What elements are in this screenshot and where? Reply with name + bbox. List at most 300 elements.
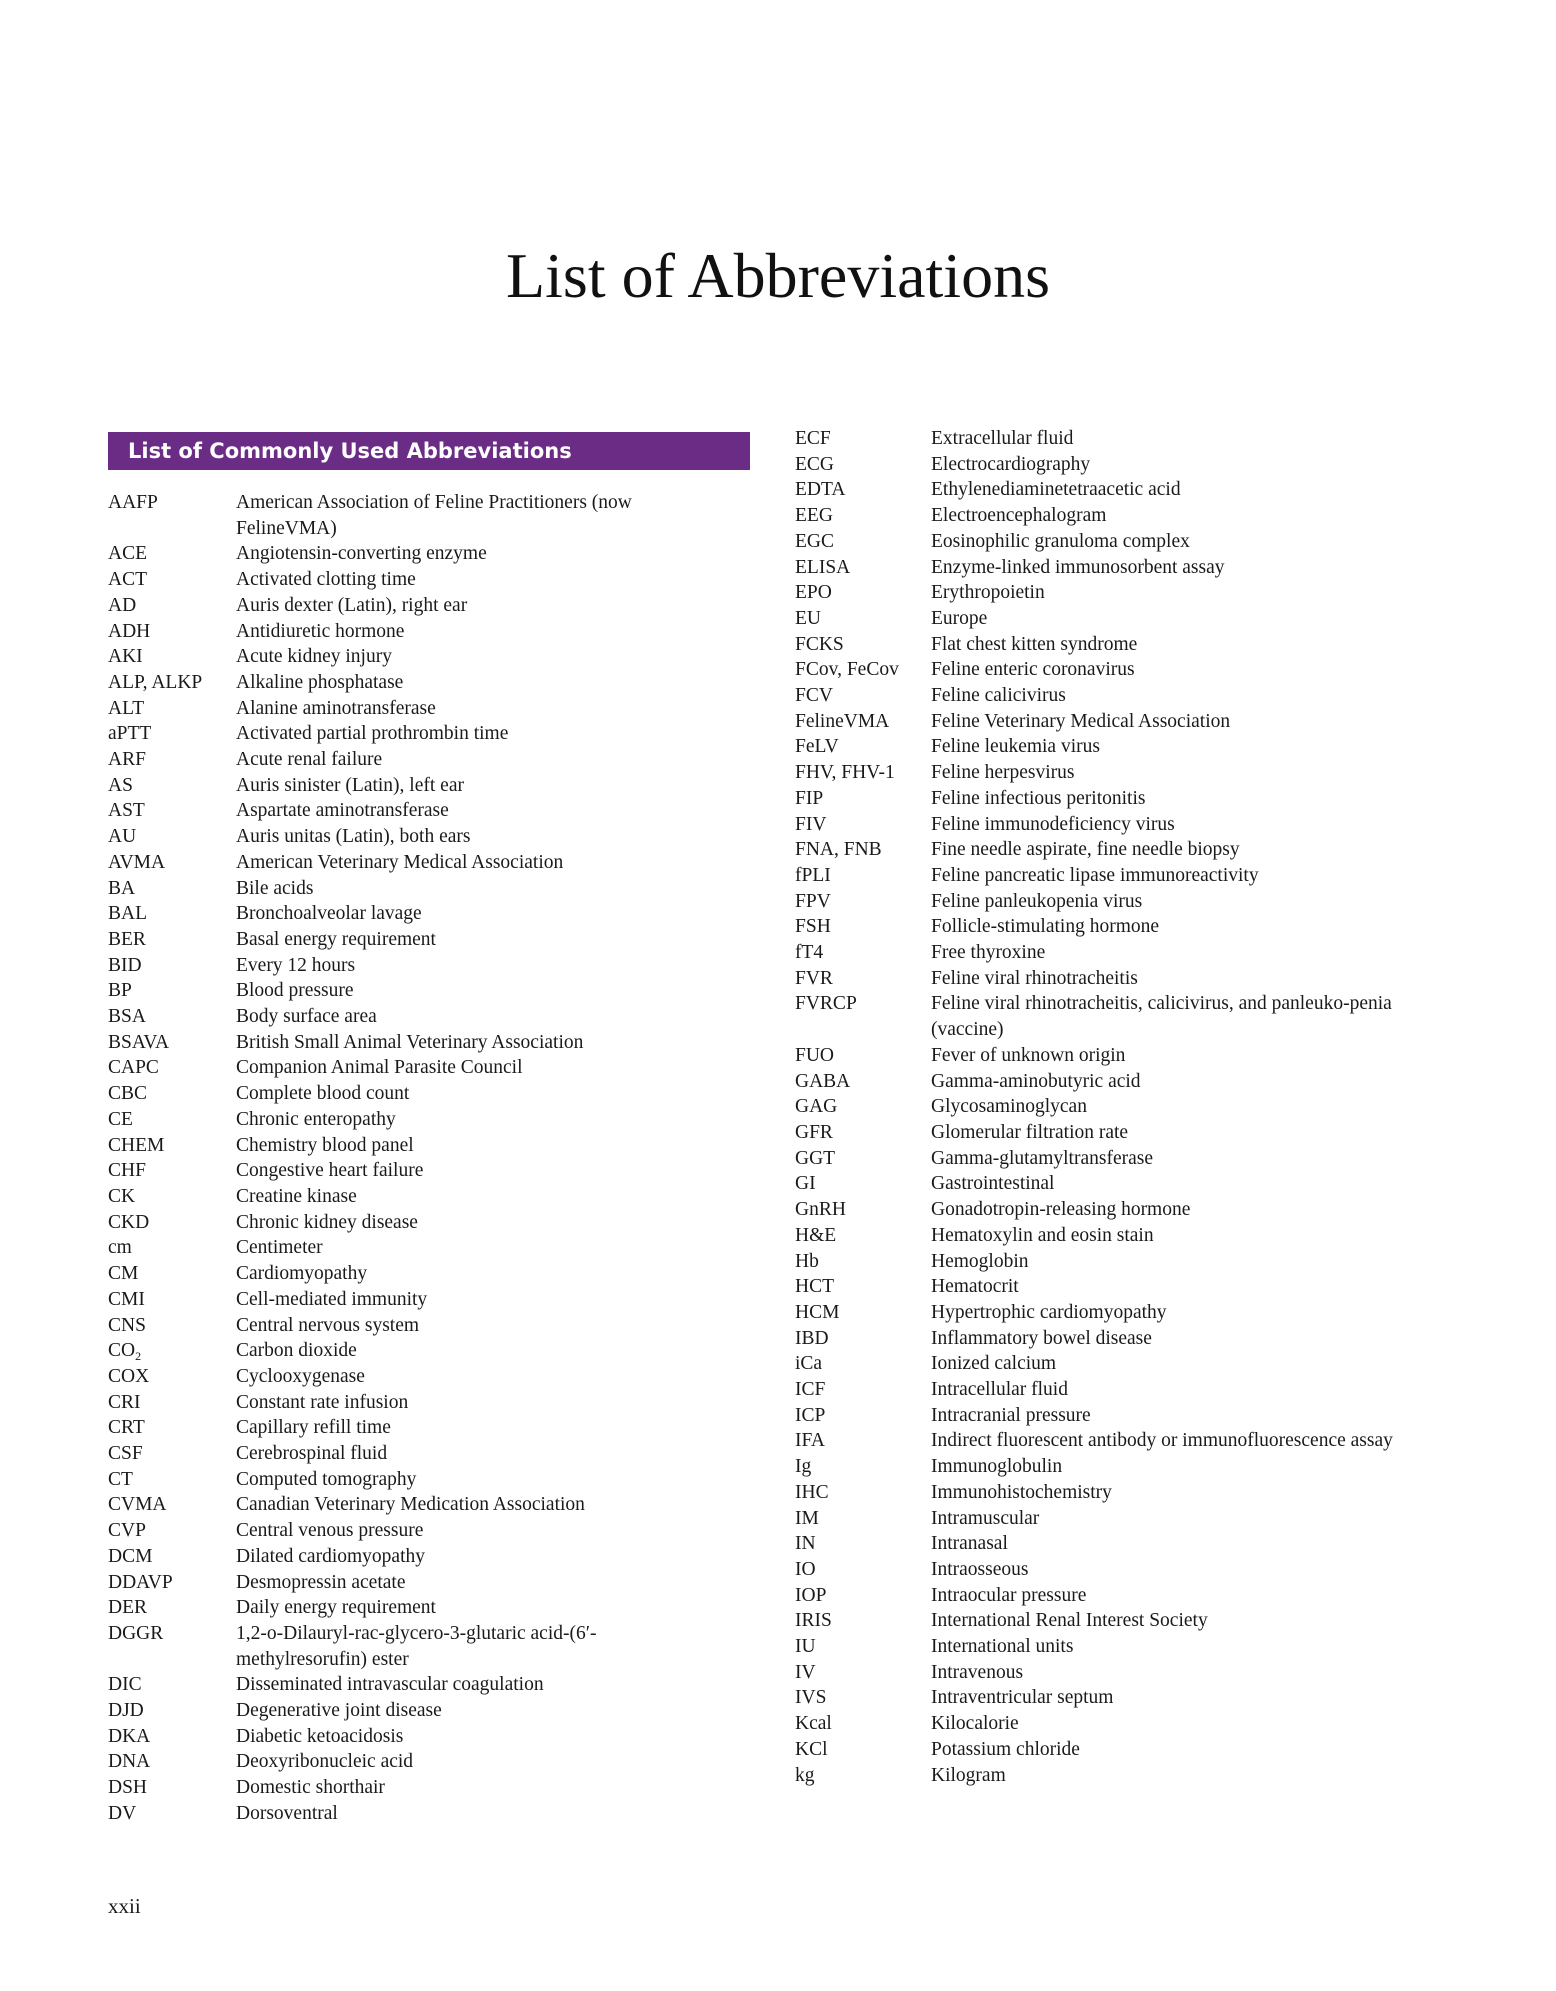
- abbreviation-term: DJD: [108, 1700, 144, 1722]
- abbreviation-entry: [108, 850, 768, 876]
- abbreviation-definition: Erythropoietin: [931, 582, 1045, 604]
- abbreviation-entry: [108, 1441, 768, 1467]
- abbreviation-definition: Activated partial prothrombin time: [236, 723, 509, 745]
- abbreviation-term: BSA: [108, 1006, 146, 1028]
- abbreviation-entry: [108, 1492, 768, 1518]
- abbreviation-entry: [108, 747, 768, 773]
- abbreviation-term: DSH: [108, 1777, 148, 1799]
- abbreviation-term: aPTT: [108, 723, 152, 745]
- abbreviation-entry: [795, 1660, 1455, 1686]
- abbreviation-entry: [795, 477, 1455, 503]
- abbreviation-entry: [108, 1570, 768, 1596]
- abbreviation-term: Ig: [795, 1456, 812, 1478]
- abbreviation-entry: [108, 901, 768, 927]
- abbreviation-entry: [108, 1390, 768, 1416]
- abbreviation-term: ARF: [108, 749, 146, 771]
- abbreviation-entry: [108, 1107, 768, 1133]
- abbreviation-entry: [795, 1685, 1455, 1711]
- abbreviation-entry: [795, 1737, 1455, 1763]
- abbreviation-definition: Intramuscular: [931, 1507, 1040, 1529]
- abbreviation-definition: Kilogram: [931, 1764, 1006, 1786]
- abbreviation-definition: Ionized calcium: [931, 1353, 1057, 1375]
- abbreviation-entry: [108, 1415, 768, 1441]
- abbreviation-definition: Fine needle aspirate, fine needle biopsy: [931, 839, 1240, 861]
- abbreviation-definition: Glomerular filtration rate: [931, 1121, 1129, 1143]
- abbreviation-entry: [795, 734, 1455, 760]
- abbreviation-definition: 1,2-o-Dilauryl-rac-glycero-3-glutaric acid-(6′-methylresorufin) ester: [236, 1622, 597, 1670]
- abbreviation-term: BID: [108, 954, 142, 976]
- abbreviation-definition: Hypertrophic cardiomyopathy: [931, 1301, 1167, 1323]
- abbreviation-definition: Carbon dioxide: [236, 1340, 357, 1362]
- abbreviation-term: IVS: [795, 1687, 827, 1709]
- abbreviation-term: GGT: [795, 1147, 836, 1169]
- abbreviation-definition: Cell-mediated immunity: [236, 1288, 428, 1310]
- abbreviation-definition: Feline calicivirus: [931, 685, 1066, 707]
- abbreviation-entry: [108, 1672, 768, 1698]
- abbreviation-term: IN: [795, 1533, 816, 1555]
- abbreviation-entry: [108, 593, 768, 619]
- abbreviation-definition: Diabetic ketoacidosis: [236, 1725, 404, 1747]
- abbreviation-definition: Feline infectious peritonitis: [931, 787, 1146, 809]
- abbreviation-entry: [108, 567, 768, 593]
- abbreviation-entry: [795, 632, 1455, 658]
- abbreviation-term: ALP, ALKP: [108, 671, 203, 693]
- abbreviation-definition: Intravenous: [931, 1661, 1024, 1683]
- abbreviation-entry: [795, 580, 1455, 606]
- abbreviation-term: ALT: [108, 697, 145, 719]
- abbreviation-entry: [795, 1428, 1455, 1454]
- abbreviation-term: EDTA: [795, 479, 846, 501]
- abbreviation-entry: [795, 786, 1455, 812]
- abbreviation-term: FIP: [795, 787, 824, 809]
- abbreviation-term: IU: [795, 1636, 816, 1658]
- abbreviation-entry: [108, 1724, 768, 1750]
- abbreviation-definition: Intracranial pressure: [931, 1404, 1091, 1426]
- abbreviation-entry: [795, 1069, 1455, 1095]
- abbreviation-entry: [108, 1364, 768, 1390]
- abbreviation-entry: [795, 1351, 1455, 1377]
- abbreviation-definition: Congestive heart failure: [236, 1160, 424, 1182]
- abbreviation-definition: Deoxyribonucleic acid: [236, 1751, 414, 1773]
- abbreviation-entry: [108, 1235, 768, 1261]
- abbreviation-definition: Intraventricular septum: [931, 1687, 1114, 1709]
- abbreviation-term: CAPC: [108, 1057, 159, 1079]
- abbreviation-entry: [108, 1081, 768, 1107]
- page-number: xxii: [108, 1894, 141, 1918]
- abbreviation-list-right: [795, 426, 1455, 1788]
- abbreviation-definition: Fever of unknown origin: [931, 1044, 1126, 1066]
- abbreviation-term: BA: [108, 877, 136, 899]
- abbreviation-term: IO: [795, 1558, 816, 1580]
- abbreviation-definition: Chronic kidney disease: [236, 1211, 418, 1233]
- abbreviation-definition: Dilated cardiomyopathy: [236, 1545, 425, 1567]
- abbreviation-term: HCT: [795, 1276, 834, 1298]
- abbreviation-term: IM: [795, 1507, 819, 1529]
- abbreviation-entry: [795, 1763, 1455, 1789]
- abbreviation-definition: Chronic enteropathy: [236, 1108, 396, 1130]
- abbreviation-term: DKA: [108, 1725, 151, 1747]
- abbreviation-term: GI: [795, 1173, 816, 1195]
- abbreviation-definition: Alanine aminotransferase: [236, 697, 436, 719]
- abbreviation-entry: [795, 1506, 1455, 1532]
- abbreviation-entry: [795, 812, 1455, 838]
- abbreviation-term: cm: [108, 1237, 132, 1259]
- abbreviation-definition: Enzyme-linked immunosorbent assay: [931, 556, 1225, 578]
- abbreviation-entry: [108, 1595, 768, 1621]
- abbreviation-term: AS: [108, 774, 133, 796]
- abbreviation-definition: Bronchoalveolar lavage: [236, 903, 422, 925]
- abbreviation-entry: [108, 1775, 768, 1801]
- abbreviation-entry: [795, 1274, 1455, 1300]
- abbreviation-definition: International units: [931, 1636, 1074, 1658]
- abbreviation-term: CRT: [108, 1417, 145, 1439]
- abbreviation-term: FCV: [795, 685, 833, 707]
- abbreviation-definition: Flat chest kitten syndrome: [931, 633, 1138, 655]
- abbreviation-definition: Feline immunodeficiency virus: [931, 813, 1175, 835]
- abbreviation-definition: Indirect fluorescent antibody or immunofluorescence assay: [931, 1430, 1393, 1452]
- abbreviation-entry: [108, 1544, 768, 1570]
- abbreviation-term: fPLI: [795, 864, 831, 886]
- abbreviation-entry: [108, 978, 768, 1004]
- abbreviation-entry: [795, 1326, 1455, 1352]
- abbreviation-definition: Hematocrit: [931, 1276, 1019, 1298]
- abbreviation-term: AD: [108, 594, 137, 616]
- abbreviation-definition: Activated clotting time: [236, 569, 416, 591]
- abbreviation-definition: Auris dexter (Latin), right ear: [236, 594, 468, 616]
- abbreviation-entry: [795, 1377, 1455, 1403]
- abbreviation-entry: [108, 1338, 768, 1364]
- abbreviation-term: DER: [108, 1597, 147, 1619]
- abbreviation-subscript: 2: [135, 1349, 142, 1364]
- abbreviation-term: DV: [108, 1802, 137, 1824]
- abbreviation-entry: [795, 1583, 1455, 1609]
- abbreviation-definition: Intraosseous: [931, 1558, 1029, 1580]
- abbreviation-term: CK: [108, 1185, 136, 1207]
- abbreviation-definition: Follicle-stimulating hormone: [931, 916, 1160, 938]
- abbreviation-entry: [795, 1300, 1455, 1326]
- abbreviation-term: ELISA: [795, 556, 851, 578]
- abbreviation-entry: [795, 914, 1455, 940]
- abbreviation-entry: [795, 1249, 1455, 1275]
- abbreviation-definition: Extracellular fluid: [931, 428, 1074, 449]
- abbreviation-term: FUO: [795, 1044, 835, 1066]
- abbreviation-definition: Inflammatory bowel disease: [931, 1327, 1152, 1349]
- abbreviation-entry: [795, 1171, 1455, 1197]
- abbreviation-definition: Canadian Veterinary Medication Association: [236, 1494, 585, 1516]
- abbreviation-definition: Acute renal failure: [236, 749, 383, 771]
- abbreviation-term: CHEM: [108, 1134, 165, 1156]
- abbreviation-term: FSH: [795, 916, 831, 938]
- abbreviation-entry: [795, 709, 1455, 735]
- abbreviation-entry: [108, 1287, 768, 1313]
- abbreviation-entry: [108, 1030, 768, 1056]
- abbreviation-definition: Gastrointestinal: [931, 1173, 1055, 1195]
- abbreviation-definition: Intraocular pressure: [931, 1584, 1087, 1606]
- abbreviation-term: CVP: [108, 1520, 146, 1542]
- abbreviation-entry: [795, 1197, 1455, 1223]
- abbreviation-entry: [795, 452, 1455, 478]
- abbreviation-definition: Auris unitas (Latin), both ears: [236, 826, 471, 848]
- abbreviation-definition: Domestic shorthair: [236, 1777, 385, 1799]
- abbreviation-term: AAFP: [108, 492, 158, 513]
- abbreviation-term: CNS: [108, 1314, 146, 1336]
- abbreviation-entry: [795, 889, 1455, 915]
- abbreviation-entry: [795, 991, 1455, 1042]
- abbreviation-definition: Cerebrospinal fluid: [236, 1443, 388, 1465]
- abbreviation-term: FIV: [795, 813, 827, 835]
- abbreviation-term: CE: [108, 1108, 133, 1130]
- abbreviation-definition: Hematoxylin and eosin stain: [931, 1224, 1154, 1246]
- abbreviation-list-left: [108, 490, 768, 1827]
- abbreviation-entry: [795, 1120, 1455, 1146]
- abbreviation-entry: [108, 1055, 768, 1081]
- abbreviation-definition: Bile acids: [236, 877, 314, 899]
- abbreviation-definition: Hemoglobin: [931, 1250, 1029, 1272]
- abbreviation-definition: Capillary refill time: [236, 1417, 391, 1439]
- abbreviation-term: AST: [108, 800, 145, 822]
- abbreviation-definition: British Small Animal Veterinary Association: [236, 1031, 584, 1053]
- abbreviation-entry: [795, 555, 1455, 581]
- abbreviation-definition: Desmopressin acetate: [236, 1571, 406, 1593]
- abbreviation-term: EU: [795, 607, 821, 629]
- abbreviation-term: CT: [108, 1468, 133, 1490]
- abbreviation-entry: [795, 1403, 1455, 1429]
- abbreviation-entry: [795, 760, 1455, 786]
- abbreviation-definition: Cardiomyopathy: [236, 1263, 368, 1285]
- abbreviation-definition: Feline viral rhinotracheitis, calicivirus, and panleuko-penia (vaccine): [931, 993, 1392, 1041]
- abbreviation-entry: [795, 1454, 1455, 1480]
- abbreviation-definition: Centimeter: [236, 1237, 323, 1259]
- abbreviation-term: BAL: [108, 903, 147, 925]
- abbreviation-term: COX: [108, 1365, 150, 1387]
- abbreviation-term: FPV: [795, 890, 831, 912]
- abbreviation-entry: [108, 1518, 768, 1544]
- abbreviation-term: BER: [108, 928, 146, 950]
- abbreviation-term: EEG: [795, 505, 833, 527]
- abbreviation-definition: Eosinophilic granuloma complex: [931, 530, 1190, 552]
- abbreviation-definition: Feline viral rhinotracheitis: [931, 967, 1138, 989]
- abbreviation-term: CM: [108, 1263, 139, 1285]
- abbreviation-term: HCM: [795, 1301, 840, 1323]
- abbreviation-entry: [795, 1634, 1455, 1660]
- abbreviation-term: DCM: [108, 1545, 153, 1567]
- abbreviation-definition: Intranasal: [931, 1533, 1008, 1555]
- abbreviation-definition: Feline leukemia virus: [931, 736, 1100, 758]
- abbreviation-term: Hb: [795, 1250, 819, 1272]
- abbreviation-term: IFA: [795, 1430, 825, 1452]
- abbreviation-definition: Companion Animal Parasite Council: [236, 1057, 523, 1079]
- abbreviation-term: DIC: [108, 1674, 142, 1696]
- abbreviation-term: DNA: [108, 1751, 151, 1773]
- abbreviation-entry: [108, 1698, 768, 1724]
- abbreviation-term: H&E: [795, 1224, 837, 1246]
- abbreviation-term: CMI: [108, 1288, 145, 1310]
- abbreviation-definition: Gonadotropin-releasing hormone: [931, 1199, 1191, 1221]
- abbreviation-definition: Computed tomography: [236, 1468, 417, 1490]
- abbreviation-definition: Daily energy requirement: [236, 1597, 436, 1619]
- abbreviation-definition: Intracellular fluid: [931, 1379, 1068, 1401]
- abbreviation-term: IBD: [795, 1327, 829, 1349]
- abbreviation-entry: [795, 1608, 1455, 1634]
- abbreviation-entry: [108, 1210, 768, 1236]
- abbreviation-term: CBC: [108, 1083, 148, 1105]
- abbreviation-entry: [108, 696, 768, 722]
- abbreviation-entry: [795, 1480, 1455, 1506]
- abbreviation-definition: Blood pressure: [236, 980, 354, 1002]
- abbreviation-definition: Body surface area: [236, 1006, 377, 1028]
- abbreviation-definition: Disseminated intravascular coagulation: [236, 1674, 544, 1696]
- abbreviation-term: fT4: [795, 942, 824, 964]
- abbreviation-definition: Feline Veterinary Medical Association: [931, 710, 1231, 732]
- abbreviation-definition: Feline herpesvirus: [931, 762, 1075, 784]
- abbreviation-definition: Cyclooxygenase: [236, 1365, 365, 1387]
- abbreviation-term: Kcal: [795, 1713, 832, 1735]
- abbreviation-definition: Degenerative joint disease: [236, 1700, 442, 1722]
- abbreviation-entry: [795, 529, 1455, 555]
- abbreviation-entry: [108, 876, 768, 902]
- abbreviation-definition: Free thyroxine: [931, 942, 1046, 964]
- abbreviation-term: IOP: [795, 1584, 827, 1606]
- abbreviation-term: BSAVA: [108, 1031, 170, 1053]
- abbreviation-definition: Antidiuretic hormone: [236, 620, 405, 642]
- abbreviation-entry: [108, 1313, 768, 1339]
- abbreviation-definition: Creatine kinase: [236, 1185, 357, 1207]
- abbreviation-entry: [108, 541, 768, 567]
- abbreviation-entry: [108, 798, 768, 824]
- abbreviation-definition: American Association of Feline Practitioners (now FelineVMA): [236, 492, 632, 539]
- abbreviation-definition: Complete blood count: [236, 1083, 410, 1105]
- abbreviation-term: FVR: [795, 967, 833, 989]
- abbreviation-definition: Feline pancreatic lipase immunoreactivity: [931, 864, 1259, 886]
- abbreviation-entry: [795, 426, 1455, 452]
- abbreviation-term: CKD: [108, 1211, 150, 1233]
- abbreviation-definition: Feline enteric coronavirus: [931, 659, 1135, 681]
- abbreviation-term: FCKS: [795, 633, 844, 655]
- abbreviation-term: CVMA: [108, 1494, 167, 1516]
- abbreviation-entry: [108, 1749, 768, 1775]
- abbreviation-entry: [108, 490, 768, 541]
- abbreviation-definition: Angiotensin-converting enzyme: [236, 543, 487, 565]
- abbreviation-term: ICP: [795, 1404, 826, 1426]
- abbreviation-entry: [795, 657, 1455, 683]
- abbreviation-entry: [795, 1094, 1455, 1120]
- abbreviation-term: GFR: [795, 1121, 833, 1143]
- abbreviation-entry: [108, 1004, 768, 1030]
- abbreviation-entry: [795, 863, 1455, 889]
- abbreviation-definition: Basal energy requirement: [236, 928, 436, 950]
- abbreviation-term: IHC: [795, 1481, 829, 1503]
- abbreviation-entry: [108, 1184, 768, 1210]
- abbreviation-term: iCa: [795, 1353, 823, 1375]
- abbreviation-term: KCl: [795, 1738, 828, 1760]
- abbreviation-term: CSF: [108, 1443, 143, 1465]
- abbreviation-term: FVRCP: [795, 993, 857, 1015]
- abbreviation-entry: [108, 619, 768, 645]
- abbreviation-entry: [795, 966, 1455, 992]
- abbreviation-entry: [795, 1043, 1455, 1069]
- abbreviation-entry: [108, 1801, 768, 1827]
- abbreviation-definition: Kilocalorie: [931, 1713, 1019, 1735]
- abbreviation-entry: [108, 1133, 768, 1159]
- abbreviation-definition: Auris sinister (Latin), left ear: [236, 774, 464, 796]
- abbreviation-term: GABA: [795, 1070, 851, 1092]
- abbreviation-entry: [108, 1158, 768, 1184]
- abbreviation-definition: Aspartate aminotransferase: [236, 800, 449, 822]
- abbreviation-definition: Acute kidney injury: [236, 646, 392, 668]
- abbreviation-term: FeLV: [795, 736, 839, 758]
- abbreviation-term: DGGR: [108, 1622, 164, 1644]
- abbreviation-term: GAG: [795, 1096, 838, 1118]
- abbreviation-definition: Potassium chloride: [931, 1738, 1080, 1760]
- abbreviation-definition: Alkaline phosphatase: [236, 671, 404, 693]
- section-banner: List of Commonly Used Abbreviations: [108, 432, 750, 470]
- abbreviation-term: FelineVMA: [795, 710, 890, 732]
- abbreviation-entry: [108, 721, 768, 747]
- abbreviation-entry: [108, 644, 768, 670]
- abbreviation-term: IRIS: [795, 1610, 832, 1632]
- abbreviation-entry: [108, 953, 768, 979]
- abbreviation-entry: [108, 773, 768, 799]
- abbreviation-definition: Dorsoventral: [236, 1802, 338, 1824]
- abbreviation-term: ICF: [795, 1379, 826, 1401]
- abbreviation-definition: Every 12 hours: [236, 954, 356, 976]
- abbreviation-term: CRI: [108, 1391, 141, 1413]
- abbreviation-term: ECF: [795, 428, 831, 449]
- abbreviation-entry: [795, 503, 1455, 529]
- abbreviation-definition: International Renal Interest Society: [931, 1610, 1208, 1632]
- abbreviation-term: BP: [108, 980, 132, 1002]
- abbreviation-entry: [108, 1621, 768, 1672]
- page-title: List of Abbreviations: [506, 240, 1050, 311]
- abbreviation-definition: American Veterinary Medical Association: [236, 851, 564, 873]
- abbreviation-term: AVMA: [108, 851, 166, 873]
- abbreviation-entry: [108, 927, 768, 953]
- abbreviation-definition: Immunoglobulin: [931, 1456, 1063, 1478]
- abbreviation-entry: [108, 670, 768, 696]
- abbreviation-term: EPO: [795, 582, 832, 604]
- abbreviation-definition: Gamma-glutamyltransferase: [931, 1147, 1153, 1169]
- abbreviation-term: ACE: [108, 543, 147, 565]
- abbreviation-definition: Electrocardiography: [931, 453, 1091, 475]
- abbreviation-term: AU: [108, 826, 137, 848]
- abbreviation-definition: Europe: [931, 607, 988, 629]
- abbreviation-entry: [795, 940, 1455, 966]
- abbreviation-term: GnRH: [795, 1199, 846, 1221]
- abbreviation-term: FCov, FeCov: [795, 659, 899, 681]
- abbreviation-term: $CO_2$: [108, 1340, 142, 1364]
- abbreviation-definition: Chemistry blood panel: [236, 1134, 414, 1156]
- abbreviation-entry: [108, 824, 768, 850]
- abbreviation-entry: [795, 606, 1455, 632]
- abbreviation-entry: [795, 683, 1455, 709]
- abbreviation-definition: Immunohistochemistry: [931, 1481, 1112, 1503]
- abbreviation-definition: Ethylenediaminetetraacetic acid: [931, 479, 1181, 501]
- abbreviation-definition: Constant rate infusion: [236, 1391, 409, 1413]
- abbreviation-term: AKI: [108, 646, 143, 668]
- abbreviation-definition: Electroencephalogram: [931, 505, 1107, 527]
- abbreviation-definition: Glycosaminoglycan: [931, 1096, 1087, 1118]
- abbreviation-term: EGC: [795, 530, 834, 552]
- abbreviation-entry: [795, 1223, 1455, 1249]
- abbreviation-definition: Gamma-aminobutyric acid: [931, 1070, 1141, 1092]
- abbreviation-definition: Central venous pressure: [236, 1520, 424, 1542]
- abbreviation-entry: [108, 1467, 768, 1493]
- abbreviation-entry: [108, 1261, 768, 1287]
- abbreviation-definition: Central nervous system: [236, 1314, 420, 1336]
- abbreviation-term: DDAVP: [108, 1571, 173, 1593]
- abbreviation-entry: [795, 1531, 1455, 1557]
- abbreviation-entry: [795, 1146, 1455, 1172]
